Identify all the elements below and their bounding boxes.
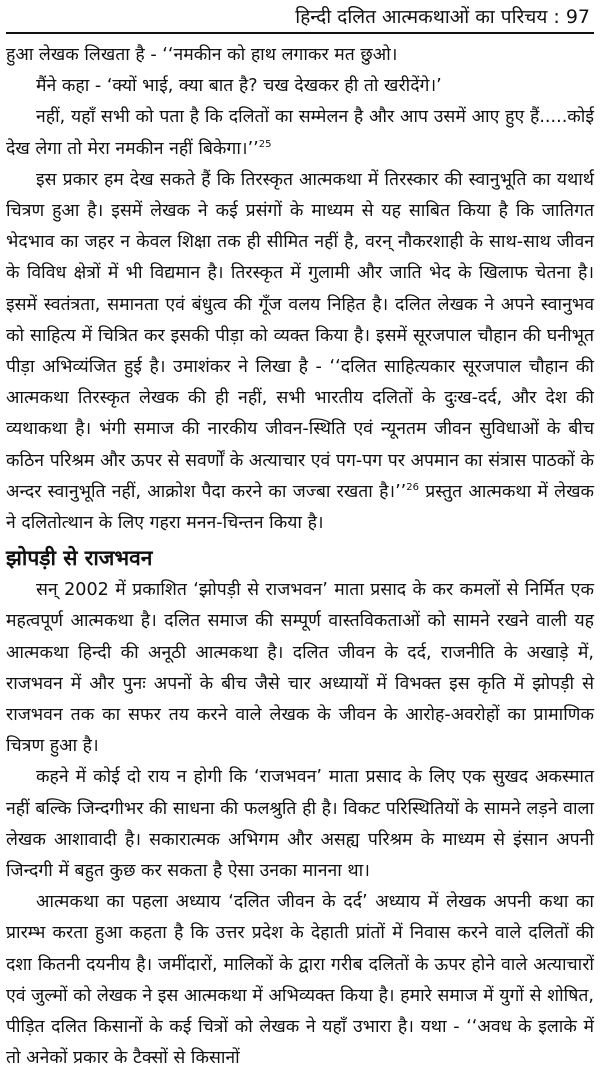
paragraph-text: नहीं, यहाँ सभी को पता है कि दलितों का सम्मेलन है और आप उसमें आए हुए हैं.....कोई देख लेगा तो मेरा नमकीन नहीं बिकेगा।’’ <box>6 107 594 159</box>
page-body <box>6 40 594 1075</box>
paragraph-continuation: हुआ लेखक लिखता है - ‘‘नमकीन को हाथ लगाकर मत छुओ। <box>6 45 398 65</box>
paragraph-text: इस प्रकार हम देख सकते हैं कि तिरस्कृत आत्मकथा में तिरस्कार की स्वानुभूति का यथार्थ चित्रण हुआ है। इसमें लेखक ने कई प्रसंगों के माध्यम से यह साबित किया है कि जातिगत भेदभाव का जहर न केवल शिक्षा तक ही सीमित नहीं है, वरन् नौकरशाही के साथ-साथ जीवन के विविध क्षेत्रों में भी विद्यमान है। तिरस्कृत में गुलामी और जाति भेद के खिलाफ चेतना है। इसमें स्वतंत्रता, समानता एवं बंधुत्व की गूँज वलय निहित है। दलित लेखक ने अपने स्वानुभव को साहित्य में चित्रित कर इसकी पीड़ा को व्यक्त किया है। इसमें सूरजपाल चौहान की घनीभूत पीड़ा अभिव्यंजित हुई है। उमाशंकर ने लिखा है - ‘‘दलित साहित्यकार सूरजपाल चौहान की आत्मकथा तिरस्कृत लेखक की ही नहीं, सभी भारतीय दलितों के दुःख-दर्द, और देश की व्यथाकथा है। भंगी समाज की नारकीय जीवन-स्थिति एवं न्यूनतम जीवन सुविधाओं के बीच कठिन परिश्रम और ऊपर से सवर्णों के अत्याचार एवं पग-पग पर अपमान का संत्रास पाठकों के अन्दर स्वानुभूति नहीं, आक्रोश पैदा करने का जज्बा रखता है।’’ <box>6 169 594 502</box>
paragraph-quote-2 <box>6 102 594 164</box>
section-heading: झोपड़ी से राजभवन <box>6 546 153 571</box>
paragraph-section-2: कहने में कोई दो राय न होगी कि ‘राजभवन’ माता प्रसाद के लिए एक सुखद अकस्मात नहीं बल्कि जिन्दगीभर की साधना की फलश्रुति ही है। विकट परिस्थितियों के सामने लड़ने वाला लेखक आशावादी है। सकारात्मक अभिगम और असह्य परिश्रम के माध्यम से इंसान अपनी जिन्दगी में बहुत कुछ कर सकता है ऐसा उनका मानना था। <box>6 767 594 882</box>
paragraph-section-3: आत्मकथा का पहला अध्याय ‘दलित जीवन के दर्द’ अध्याय में लेखक अपनी कथा का प्रारम्भ करता हुआ कहता है कि उत्तर प्रदेश के देहाती प्रांतों में निवास करने वाले दलितों की दशा कितनी दयनीय है। जमींदारों, मालिकों के द्वारा गरीब दलितों के ऊपर होने वाले अत्याचारों एवं जुल्मों को लेखक ने इस आत्मकथा में अभिव्यक्त किया है। हमारे समाज में युगों से शोषित, पीड़ित दलित किसानों के कई चित्रों को लेखक ने यहाँ उभारा है। यथा - ‘‘अवध के इलाके में तो अनेकों प्रकार के टैक्सों से किसानों <box>6 892 594 1069</box>
paragraph-section-1: सन् 2002 में प्रकाशित ‘झोपड़ी से राजभवन’ माता प्रसाद के कर कमलों से निर्मित एक महत्वपूर्ण आत्मकथा है। दलित समाज की सम्पूर्ण वास्तविकताओं को सामने रखने वाली यह आत्मकथा हिन्दी की अनूठी आत्मकथा है। दलित जीवन के दर्द, राजनीति के अखाड़े में, राजभवन में और पुनः अपनों के बीच जैसे चार अध्यायों में विभक्त इस कृति में झोपड़ी से राजभवन तक का सफर तय करने वाले लेखक के जीवन के आरोह-अवरोहों का प्रामाणिक चित्रण हुआ है। <box>6 580 594 757</box>
paragraph-tail: प्रस्तुत आत्मकथा में लेखक ने दलितोत्थान के लिए गहरा मनन-चिन्तन किया है। <box>6 481 594 534</box>
footnote-ref: 26 <box>406 481 419 493</box>
footnote-ref: 25 <box>258 138 272 150</box>
paragraph-tiraskrit-summary <box>6 165 594 539</box>
running-header: हिन्दी दलित आत्मकथाओं का परिचय : 97 <box>6 4 594 34</box>
paragraph-quote-1: मैंने कहा - ‘क्यों भाई, क्या बात है? चख देखकर ही तो खरीदेंगे।’ <box>36 76 442 97</box>
